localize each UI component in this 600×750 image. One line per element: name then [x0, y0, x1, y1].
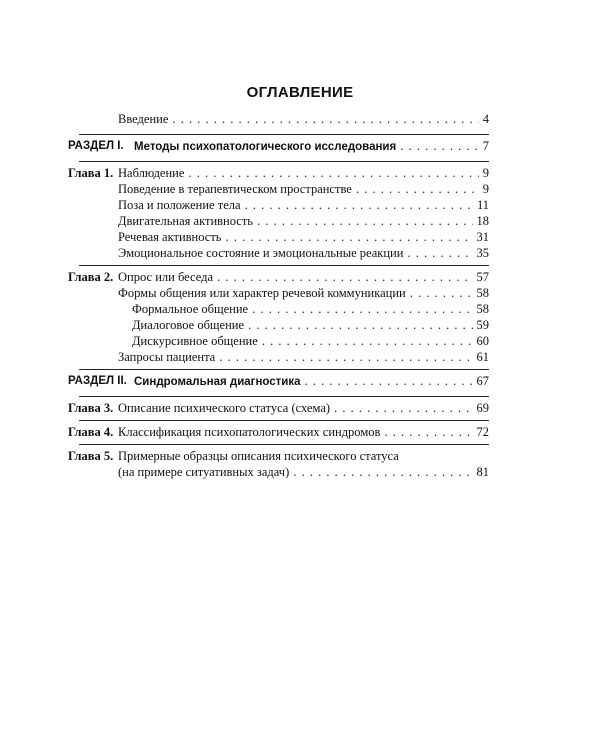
page-number: 31: [473, 230, 490, 245]
divider: [79, 134, 489, 135]
toc-entry-2-1[interactable]: [79, 286, 489, 301]
page-number: 7: [479, 139, 489, 154]
entry-title: Введение: [118, 112, 169, 126]
page-number: 9: [479, 166, 489, 181]
divider: [79, 444, 489, 445]
entry-title-continued: (на примере ситуативных задач): [118, 465, 290, 479]
page-number: 60: [473, 334, 490, 349]
divider: [79, 420, 489, 421]
toc-chapter-5-line2[interactable]: [79, 465, 489, 480]
chapter-label: Глава 4.: [68, 425, 114, 439]
section-label: РАЗДЕЛ I.: [68, 140, 124, 152]
toc-section-2[interactable]: [68, 374, 489, 389]
toc-chapter-2[interactable]: [68, 270, 489, 285]
toc-entry-1-2[interactable]: [79, 198, 489, 213]
entry-title: Описание психического статуса (схема): [118, 401, 331, 415]
page-title: ОГЛАВЛЕНИЕ: [246, 84, 354, 101]
toc-chapter-4[interactable]: [68, 425, 489, 440]
page-number: 72: [473, 425, 490, 440]
entry-title: Речевая активность: [118, 230, 222, 244]
toc-section-1[interactable]: [68, 139, 489, 154]
toc-chapter-1[interactable]: [68, 166, 489, 181]
toc-entry-intro[interactable]: [79, 112, 489, 127]
entry-title: Запросы пациента: [118, 350, 216, 364]
page-number: 9: [479, 182, 489, 197]
chapter-label: Глава 1.: [68, 166, 114, 180]
entry-title: Эмоциональное состояние и эмоциональные реакции: [118, 246, 404, 260]
divider: [79, 161, 489, 162]
page-number: 18: [473, 214, 490, 229]
entry-title: Поза и положение тела: [118, 198, 241, 212]
toc-entry-2-2[interactable]: [79, 350, 489, 365]
entry-title: Классификация психопатологических синдромов: [118, 425, 381, 439]
page-number: 35: [473, 246, 490, 261]
entry-title: Опрос или беседа: [118, 270, 213, 284]
entry-title: Формальное общение: [132, 302, 249, 316]
entry-title: Диалоговое общение: [132, 318, 245, 332]
entry-title: Двигательная активность: [118, 214, 254, 228]
toc-entry-1-5[interactable]: [79, 246, 489, 261]
entry-title: Примерные образцы описания психического статуса: [118, 449, 399, 463]
toc-entry-1-1[interactable]: [79, 182, 489, 197]
page-number: 4: [479, 112, 489, 127]
entry-title: Синдромальная диагностика: [134, 376, 301, 388]
page-number: 61: [473, 350, 490, 365]
entry-title: Методы психопатологического исследования: [134, 141, 397, 153]
page-number: 57: [473, 270, 490, 285]
toc-entry-1-3[interactable]: [79, 214, 489, 229]
page-number: 81: [473, 465, 490, 480]
page-number: 58: [473, 286, 490, 301]
page-number: 59: [473, 318, 490, 333]
page-number: 11: [473, 198, 489, 213]
entry-title: Формы общения или характер речевой коммуникации: [118, 286, 406, 300]
divider: [79, 265, 489, 266]
entry-title: Поведение в терапевтическом пространстве: [118, 182, 352, 196]
chapter-label: Глава 5.: [68, 449, 114, 463]
chapter-label: Глава 2.: [68, 270, 114, 284]
toc-entry-2-1-2[interactable]: [79, 318, 489, 333]
page-number: 58: [473, 302, 490, 317]
divider: [79, 369, 489, 370]
toc-chapter-5-line1[interactable]: [68, 449, 489, 464]
entry-title: Дискурсивное общение: [132, 334, 258, 348]
entry-title: Наблюдение: [118, 166, 185, 180]
page-number: 69: [473, 401, 490, 416]
divider: [79, 396, 489, 397]
toc-entry-1-4[interactable]: [79, 230, 489, 245]
toc-chapter-3[interactable]: [68, 401, 489, 416]
page-number: 67: [473, 374, 490, 389]
toc-entry-2-1-1[interactable]: [79, 302, 489, 317]
section-label: РАЗДЕЛ II.: [68, 375, 127, 387]
toc-entry-2-1-3[interactable]: [79, 334, 489, 349]
chapter-label: Глава 3.: [68, 401, 114, 415]
